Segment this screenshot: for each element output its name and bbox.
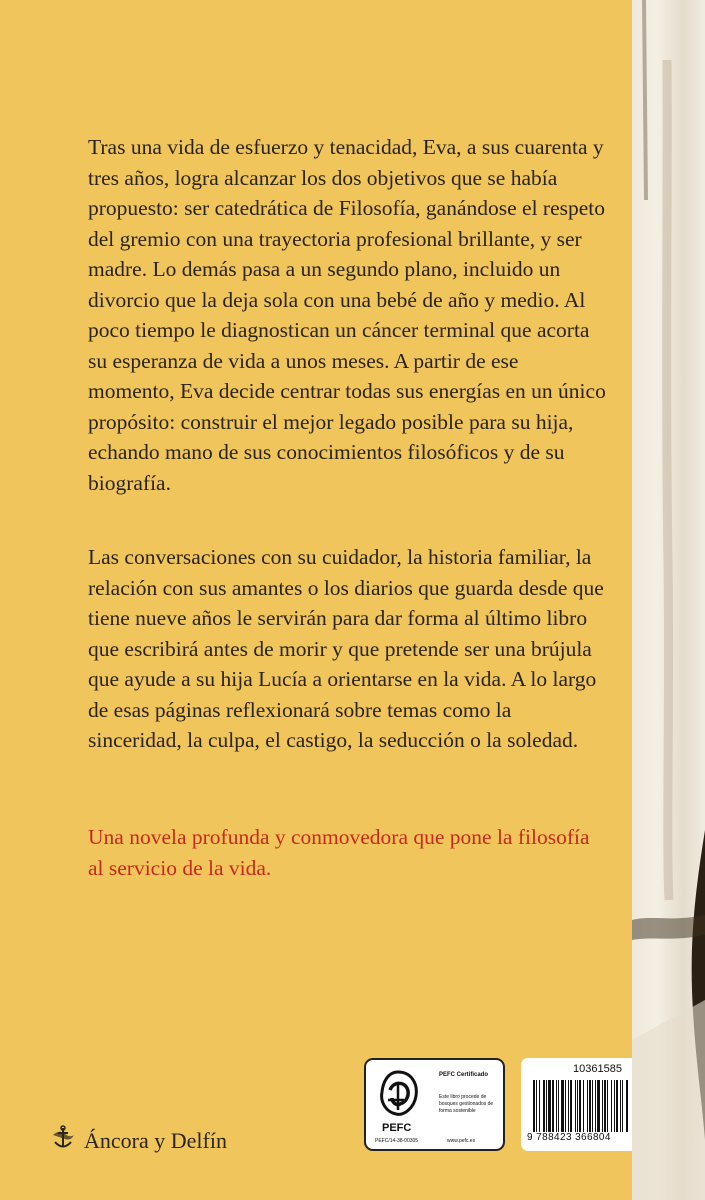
barcode-bar — [552, 1080, 554, 1132]
barcode-bar — [565, 1080, 566, 1132]
barcode-bar — [546, 1080, 547, 1132]
barcode-bar — [626, 1080, 628, 1132]
pefc-certification-label — [364, 1058, 505, 1151]
blurb-paragraph-1: Tras una vida de esfuerzo y tenacidad, Eva, a sus cuarenta y tres años, logra alcanzar los dos objetivos que se había propuesto: ser catedrática de Filosofía, ganándose el respeto del gremio con una trayectoria profesional brillante, y ser madre. Lo demás pasa a un segundo plano, incluido un divorcio que la deja sola con una bebé de año y medio. Al poco tiempo le diagnostican un cáncer terminal que acorta su esperanza de vida a unos meses. A partir de ese momento, Eva decide centrar todas sus energías en un único propósito: construir el mejor legado posible para su hija, echando mano de sus conocimientos filosóficos y de su biografía. — [88, 135, 606, 495]
barcode-bar — [614, 1080, 615, 1132]
blurb-tagline: Una novela profunda y conmovedora que pone la filosofía al servicio de la vida. — [88, 825, 590, 880]
pefc-tree-icon — [376, 1070, 420, 1125]
barcode-bar — [533, 1080, 535, 1132]
pefc-code: PEFC/14-38-00305 — [375, 1138, 419, 1144]
barcode-bar — [577, 1080, 578, 1132]
barcode-bar — [620, 1080, 621, 1132]
publisher-logo — [50, 1125, 227, 1156]
barcode-bar — [602, 1080, 603, 1132]
barcode-reference: 10361585 — [573, 1063, 622, 1075]
barcode-bar — [556, 1080, 557, 1132]
pefc-title: PEFC Certificado — [439, 1072, 489, 1078]
anchor-dolphin-icon — [50, 1125, 76, 1156]
barcode-bar — [570, 1080, 572, 1132]
barcode-bar — [548, 1080, 551, 1132]
barcode-bar — [587, 1080, 588, 1132]
barcode-bar — [589, 1080, 591, 1132]
barcode-bar — [595, 1080, 596, 1132]
barcode-bar — [616, 1080, 618, 1132]
barcode-bar — [568, 1080, 569, 1132]
barcode-bar — [536, 1080, 537, 1132]
barcode-bar — [558, 1080, 559, 1132]
painted-figure-strokes — [632, 0, 705, 1200]
barcode-bar — [622, 1080, 623, 1132]
barcode-bar — [583, 1080, 584, 1132]
pefc-website: www.pefc.es — [447, 1138, 476, 1144]
barcode-bar — [592, 1080, 593, 1132]
isbn-digits: 9 788423 366804 — [527, 1132, 611, 1143]
barcode-bar — [539, 1080, 540, 1132]
barcode-bar — [575, 1080, 576, 1132]
pefc-wordmark: PEFC — [382, 1122, 412, 1134]
blurb-paragraph-2: Las conversaciones con su cuidador, la historia familiar, la relación con sus amantes o los diarios que guarda desde que tiene nueve años le servirán para dar forma al último libro que escribirá antes de morir y que pretende ser una brújula que ayude a su hija Lucía a orientarse en la vida. A lo largo de esas páginas reflexionará sobre temas como la sinceridad, la culpa, el castigo, la seducción o la soledad. — [88, 545, 604, 752]
barcode-bar — [607, 1080, 608, 1132]
barcode-bar — [611, 1080, 612, 1132]
publisher-name: Áncora y Delfín — [84, 1127, 227, 1153]
barcode-bar — [597, 1080, 600, 1132]
cover-artwork-edge — [632, 0, 705, 1200]
barcode-bar — [604, 1080, 606, 1132]
barcode-bar — [579, 1080, 581, 1132]
barcode-bar — [543, 1080, 545, 1132]
pefc-description: Este libro procede de bosques gestionados de forma sostenible — [439, 1094, 494, 1114]
barcode-bar — [561, 1080, 564, 1132]
